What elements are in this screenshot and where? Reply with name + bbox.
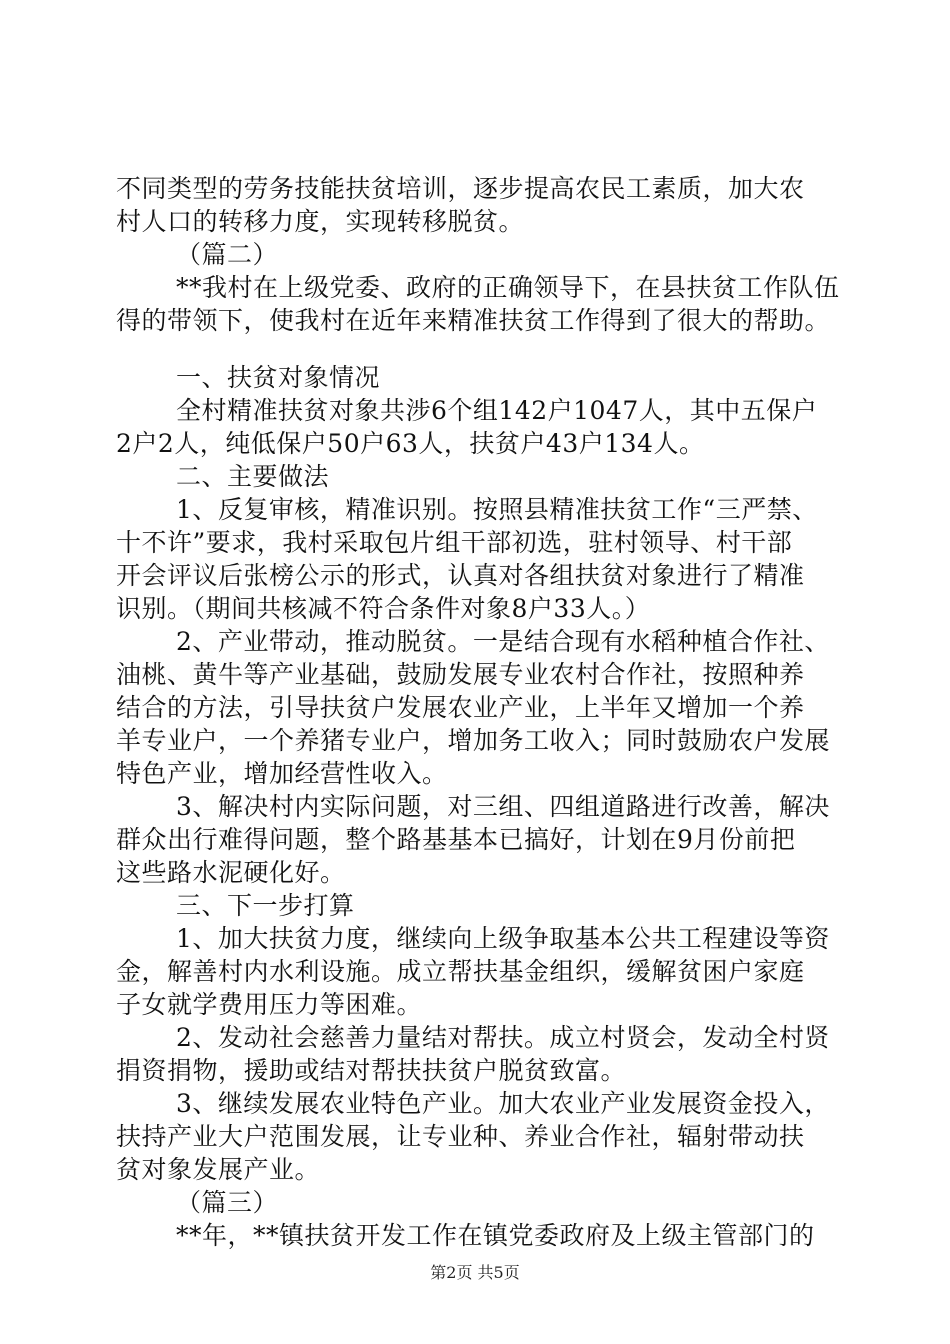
text-line: 2、产业带动，推动脱贫。一是结合现有水稻种植合作社、 [176, 627, 830, 656]
text-line: 特色产业，增加经营性收入。 [116, 759, 448, 788]
text-line: 金，解善村内水利设施。成立帮扶基金组织，缓解贫困户家庭 [116, 957, 805, 986]
section-heading: （篇二） [176, 240, 279, 269]
text-line: 扶持产业大户范围发展，让专业种、养业合作社，辐射带动扶 [116, 1122, 805, 1151]
text-line: 捐资捐物，援助或结对帮扶扶贫户脱贫致富。 [116, 1056, 627, 1085]
text-line: 得的带领下，使我村在近年来精准扶贫工作得到了很大的帮助。 [116, 306, 831, 335]
text-line: 贫对象发展产业。 [116, 1155, 321, 1184]
text-line: **年，**镇扶贫开发工作在镇党委政府及上级主管部门的 [176, 1221, 815, 1250]
page-footer: 第2页 共5页 [430, 1263, 520, 1282]
text-line: 村人口的转移力度，实现转移脱贫。 [116, 207, 525, 236]
text-line: 2、发动社会慈善力量结对帮扶。成立村贤会，发动全村贤 [176, 1023, 830, 1052]
text-line: 开会评议后张榜公示的形式，认真对各组扶贫对象进行了精准 [116, 561, 805, 590]
text-line: 子女就学费用压力等困难。 [116, 990, 423, 1019]
text-line: 全村精准扶贫对象共涉6个组142户1047人，其中五保户 [176, 396, 818, 425]
text-line: 识别。（期间共核减不符合条件对象8户33人。） [116, 594, 651, 623]
text-line: 1、加大扶贫力度，继续向上级争取基本公共工程建设等资 [176, 924, 830, 953]
text-line: 羊专业户，一个养猪专业户，增加务工收入；同时鼓励农户发展 [116, 726, 831, 755]
text-line: 十不许”要求，我村采取包片组干部初选，驻村领导、村干部 [116, 528, 793, 557]
text-line: **我村在上级党委、政府的正确领导下，在县扶贫工作队伍 [176, 273, 840, 302]
text-line: 群众出行难得问题，整个路基基本已搞好，计划在9月份前把 [116, 825, 796, 854]
section-heading: （篇三） [176, 1188, 279, 1217]
section-heading: 三、下一步打算 [176, 891, 355, 920]
text-line: 3、继续发展农业特色产业。加大农业产业发展资金投入， [176, 1089, 830, 1118]
text-line: 这些路水泥硬化好。 [116, 858, 346, 887]
text-line: 不同类型的劳务技能扶贫培训，逐步提高农民工素质，加大农 [116, 174, 805, 203]
text-line: 油桃、黄牛等产业基础，鼓励发展专业农村合作社，按照种养 [116, 660, 805, 689]
section-heading: 一、扶贫对象情况 [176, 363, 381, 392]
text-line: 3、解决村内实际问题，对三组、四组道路进行改善，解决 [176, 792, 830, 821]
section-heading: 二、主要做法 [176, 462, 330, 491]
text-line: 1、反复审核，精准识别。按照县精准扶贫工作“三严禁、 [176, 495, 818, 524]
text-line: 2户2人，纯低保户50户63人，扶贫户43户134人。 [116, 429, 705, 458]
text-line: 结合的方法，引导扶贫户发展农业产业，上半年又增加一个养 [116, 693, 805, 722]
